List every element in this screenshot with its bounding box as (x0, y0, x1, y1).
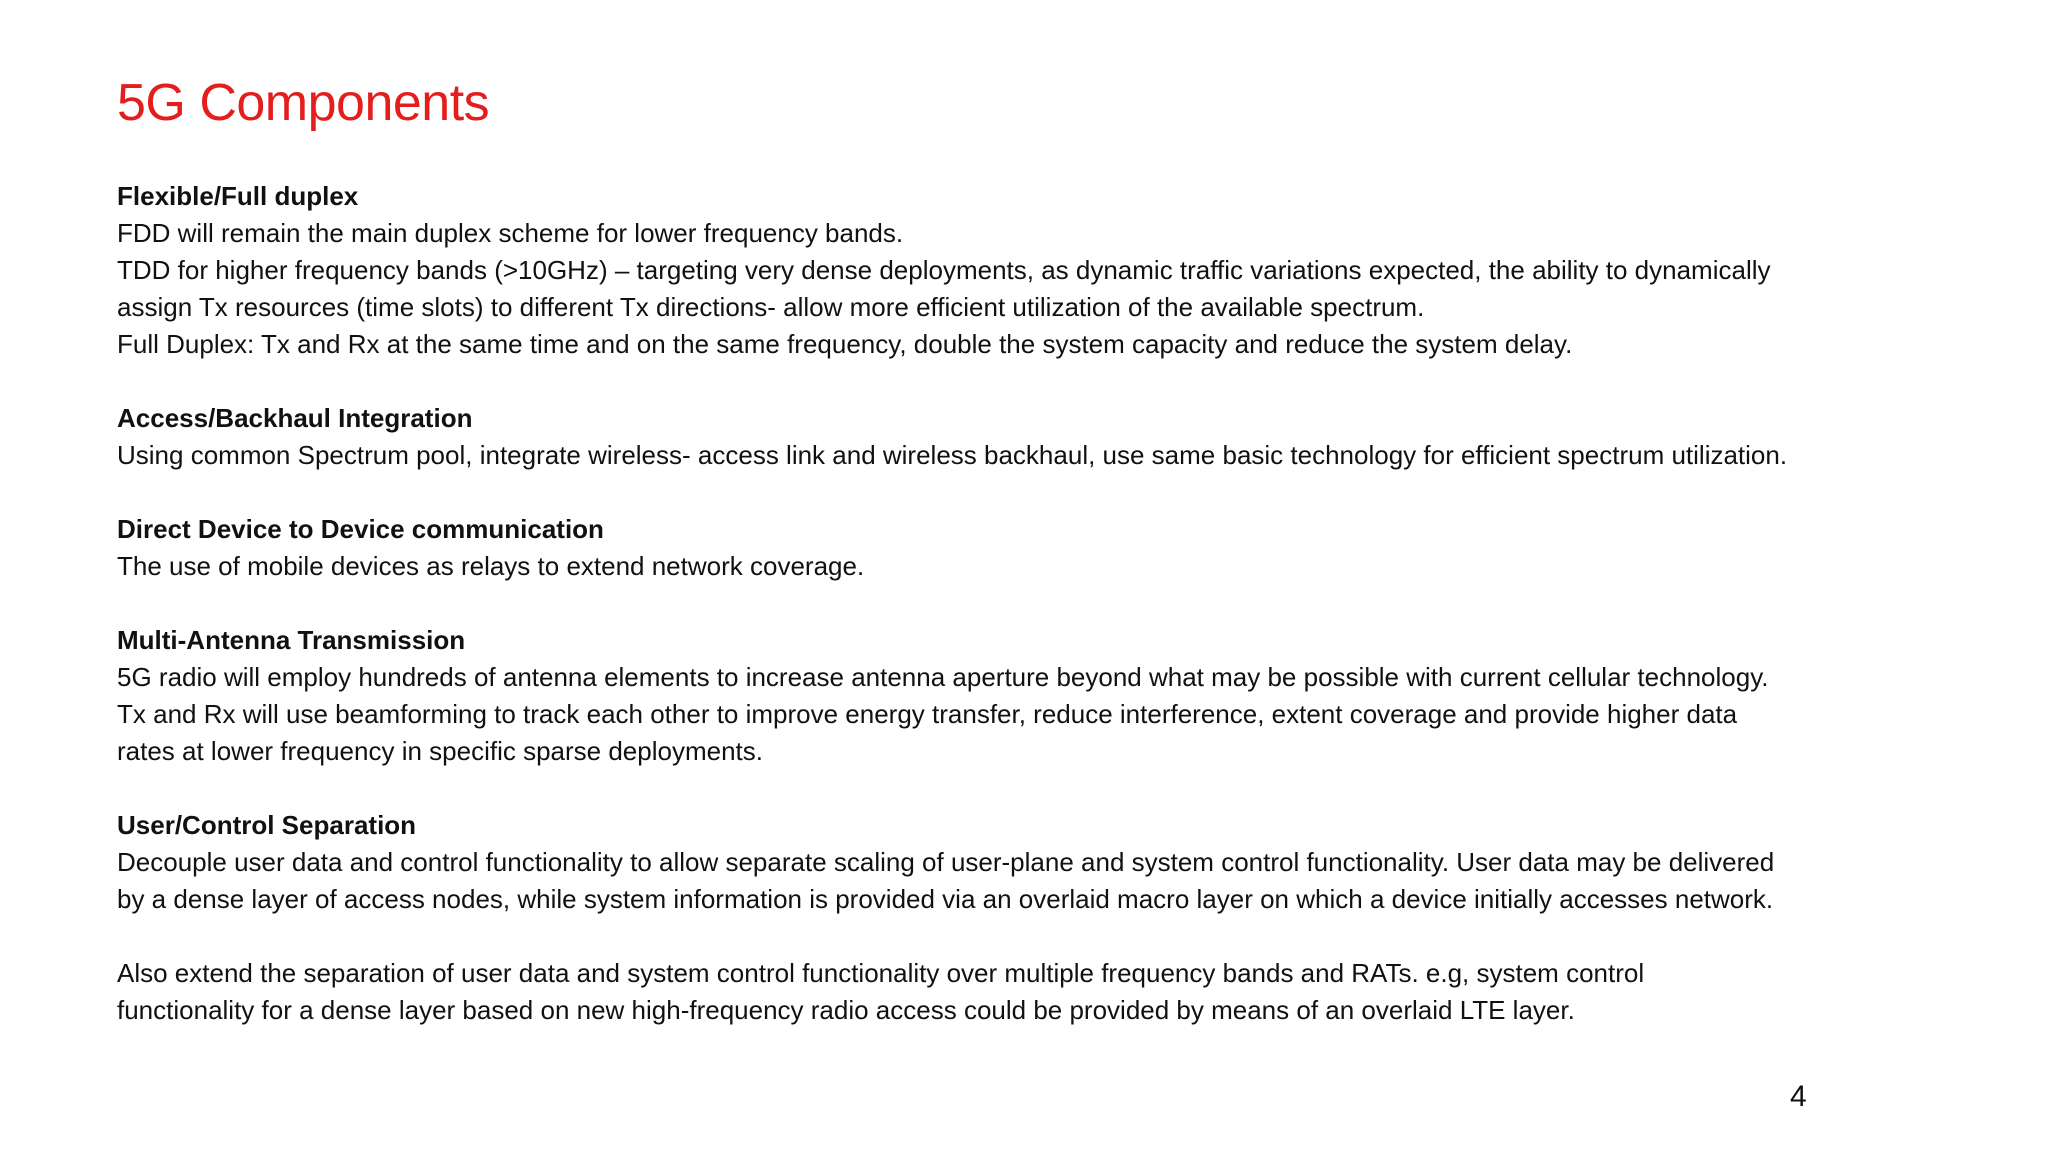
slide-title: 5G Components (117, 74, 490, 132)
body-line: Full Duplex: Tx and Rx at the same time and on the same frequency, double the system capacity and reduce the system delay. (117, 329, 1573, 359)
section-user-control-separation (117, 807, 1957, 918)
closing-paragraph (117, 955, 1957, 1029)
section-heading: Access/Backhaul Integration (117, 403, 473, 433)
body-line: assign Tx resources (time slots) to different Tx directions- allow more efficient utilization of the available spectrum. (117, 292, 1425, 322)
slide-body (117, 178, 1957, 1066)
body-line: by a dense layer of access nodes, while system information is provided via an overlaid macro layer on which a device initially accesses network. (117, 884, 1774, 914)
body-line: functionality for a dense layer based on new high-frequency radio access could be provided by means of an overlaid LTE layer. (117, 995, 1575, 1025)
body-line: Also extend the separation of user data and system control functionality over multiple frequency bands and RATs. e.g, system control (117, 958, 1645, 988)
section-heading: User/Control Separation (117, 810, 417, 840)
section-heading: Flexible/Full duplex (117, 181, 359, 211)
body-line: Tx and Rx will use beamforming to track each other to improve energy transfer, reduce interference, extent coverage and provide higher data (117, 699, 1738, 729)
body-line: The use of mobile devices as relays to extend network coverage. (117, 551, 865, 581)
section-direct-device-to-device (117, 511, 1957, 585)
section-multi-antenna-transmission (117, 622, 1957, 770)
section-access-backhaul-integration (117, 400, 1957, 474)
section-heading: Direct Device to Device communication (117, 514, 604, 544)
body-line: Using common Spectrum pool, integrate wireless- access link and wireless backhaul, use same basic technology for efficient spectrum utilization. (117, 440, 1788, 470)
body-line: FDD will remain the main duplex scheme for lower frequency bands. (117, 218, 904, 248)
page-number: 4 (1790, 1080, 1807, 1113)
section-flexible-full-duplex (117, 178, 1957, 363)
body-line: rates at lower frequency in specific sparse deployments. (117, 736, 763, 766)
section-heading: Multi-Antenna Transmission (117, 625, 466, 655)
body-line: 5G radio will employ hundreds of antenna elements to increase antenna aperture beyond what may be possible with current cellular technology. (117, 662, 1769, 692)
body-line: Decouple user data and control functionality to allow separate scaling of user-plane and system control functionality. User data may be delivered (117, 847, 1775, 877)
body-line: TDD for higher frequency bands (>10GHz) – targeting very dense deployments, as dynamic traffic variations expected, the ability to dynamically (117, 255, 1771, 285)
